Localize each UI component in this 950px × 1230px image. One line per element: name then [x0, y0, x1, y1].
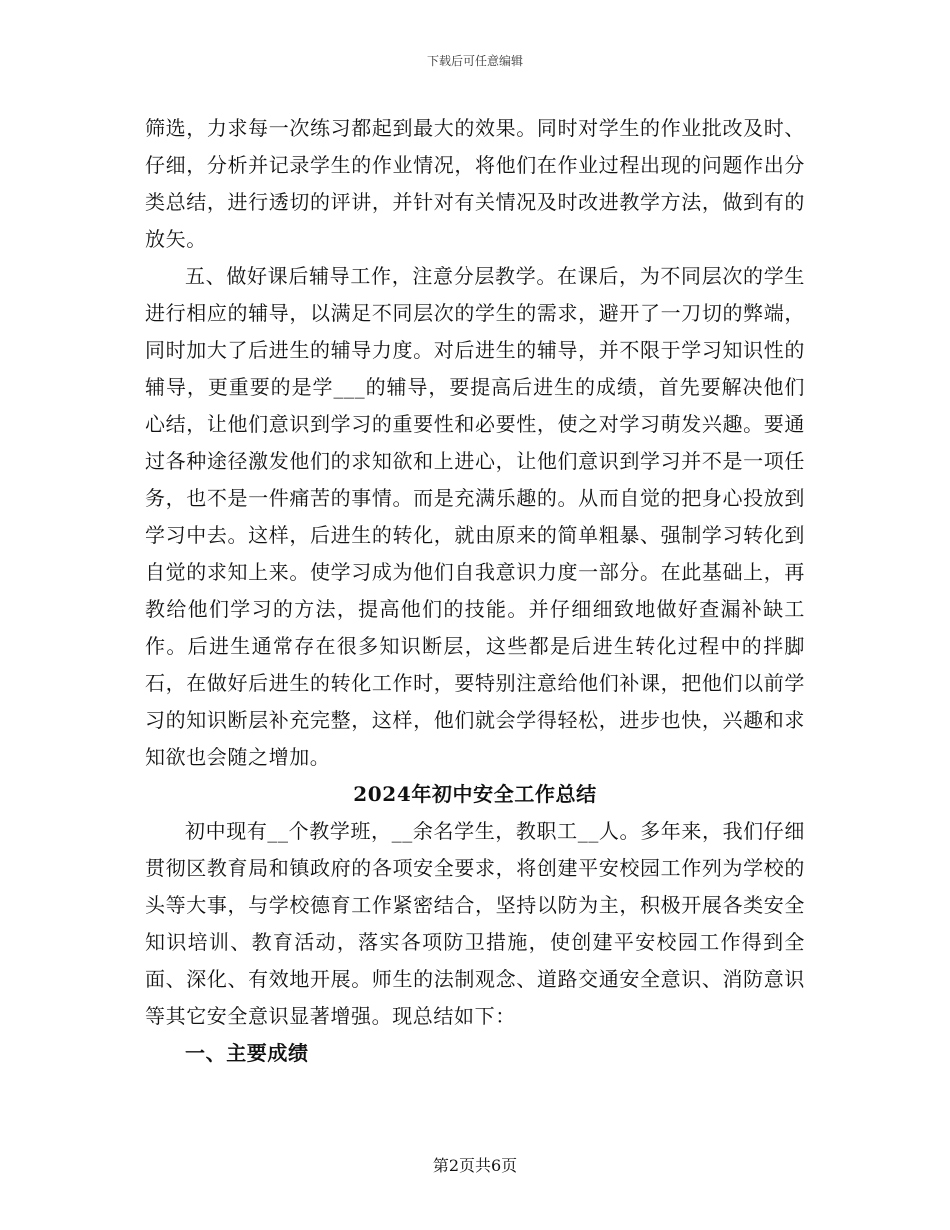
heading-main-achievements: 一、主要成绩: [185, 1041, 309, 1065]
paragraph-tutoring: 五、做好课后辅导工作，注意分层教学。在课后，为不同层次的学生进行相应的辅导，以满足不同层次的学生的需求，避开了一刀切的弊端，同时加大了后进生的辅导力度。对后进生的辅导，并不限于学习知识性的辅导，更重要的是学___的辅导，要提高后进生的成绩，首先要解决他们心结，让他们意识到学习的重要性和必要性，使之对学习萌发兴趣。要通过各种途径激发他们的求知欲和上进心，让他们意识到学习并不是一项任务，也不是一件痛苦的事情。而是充满乐趣的。从而自觉的把身心投放到学习中去。这样，后进生的转化，就由原来的简单粗暴、强制学习转化到自觉的求知上来。使学习成为他们自我意识力度一部分。在此基础上，再教给他们学习的方法，提高他们的技能。并仔细细致地做好查漏补缺工作。后进生通常存在很多知识断层，这些都是后进生转化过程中的拌脚石，在做好后进生的转化工作时，要特别注意给他们补课，把他们以前学习的知识断层补充完整，这样，他们就会学得轻松，进步也快，兴趣和求知欲也会随之增加。: [145, 264, 805, 769]
section-title: 2024年初中安全工作总结: [353, 782, 597, 806]
document-body: [145, 110, 805, 1072]
paragraph-overview: 初中现有__个教学班，__余名学生，教职工__人。多年来，我们仔细贯彻区教育局和镇政府的各项安全要求，将创建平安校园工作列为学校的头等大事，与学校德育工作紧密结合，坚持以防为主，积极开展各类安全知识培训、教育活动，落实各项防卫措施，使创建平安校园工作得到全面、深化、有效地开展。师生的法制观念、道路交通安全意识、消防意识等其它安全意识显著增强。现总结如下：: [145, 819, 805, 1028]
paragraph-continuation: 筛选，力求每一次练习都起到最大的效果。同时对学生的作业批改及时、仔细，分析并记录学生的作业情况，将他们在作业过程出现的问题作出分类总结，进行透切的评讲，并针对有关情况及时改进教学方法，做到有的放矢。: [145, 116, 805, 251]
page-header: 下载后可任意编辑: [426, 54, 523, 68]
page-number: 第2页共6页: [432, 1156, 518, 1175]
